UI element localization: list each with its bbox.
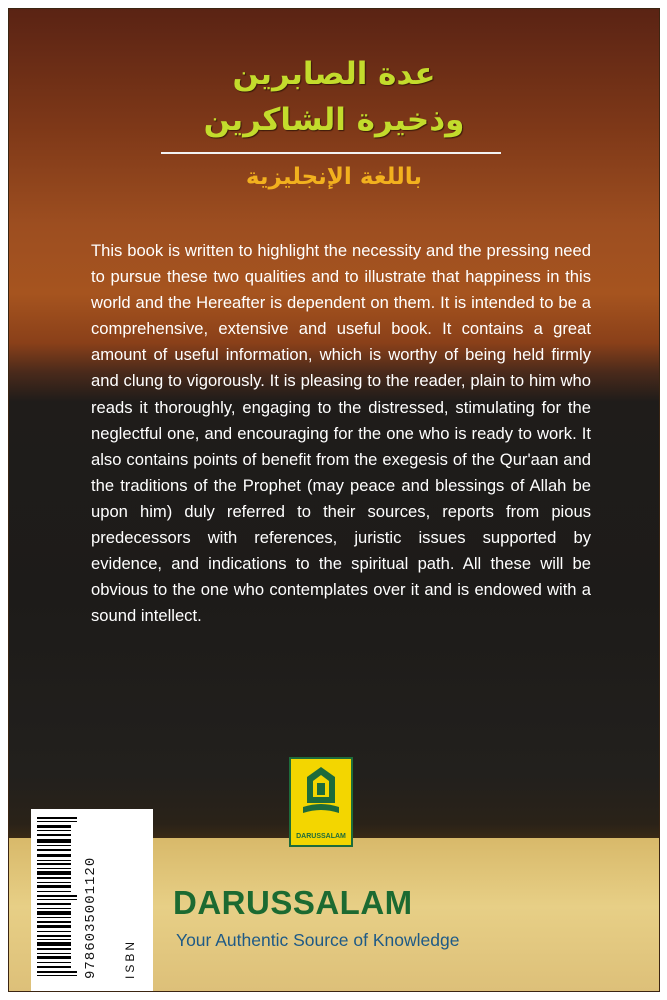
book-emblem-icon [295, 763, 347, 821]
isbn-label: ISBN [123, 938, 137, 979]
publisher-name: DARUSSALAM [173, 884, 413, 921]
title-divider [161, 152, 501, 154]
isbn-barcode [31, 809, 153, 991]
arabic-subtitle: باللغة الإنجليزية [245, 164, 423, 190]
logo-label: DARUSSALAM [296, 833, 346, 840]
book-description: This book is written to highlight the necessity and the pressing need to pursue these two qualities and to illustrate that happiness in this world and the Hereafter is dependent on them. It is intended to be a comprehensive, extensive and useful book. It contains a great amount of useful information, which is worthy of being held firmly and clung to vigorously. It is pleasing to the reader, plain to him who reads it thoroughly, engaging to the distressed, stimulating for the neglectful one, and encouraging for the one who is ready to work. It also contains points of benefit from the exegesis of the Qur'aan and the traditions of the Prophet (may peace and blessings of Allah be upon him) duly referred to their sources, reports from pious predecessors with references, juristic issues supported by evidence, and indications to the spiritual path. All these will be obvious to the one who contemplates over it and is endowed with a sound intellect. [91, 241, 591, 626]
arabic-title [9, 51, 659, 143]
book-back-cover [9, 9, 659, 991]
isbn-number: 9786035001120 [83, 856, 99, 979]
arabic-title-line-1: عدة الصابرين [232, 56, 436, 92]
publisher-tagline: Your Authentic Source of Knowledge [176, 930, 460, 950]
darussalam-logo-icon [289, 757, 353, 847]
arabic-title-line-2: وذخيرة الشاكرين [203, 102, 465, 138]
